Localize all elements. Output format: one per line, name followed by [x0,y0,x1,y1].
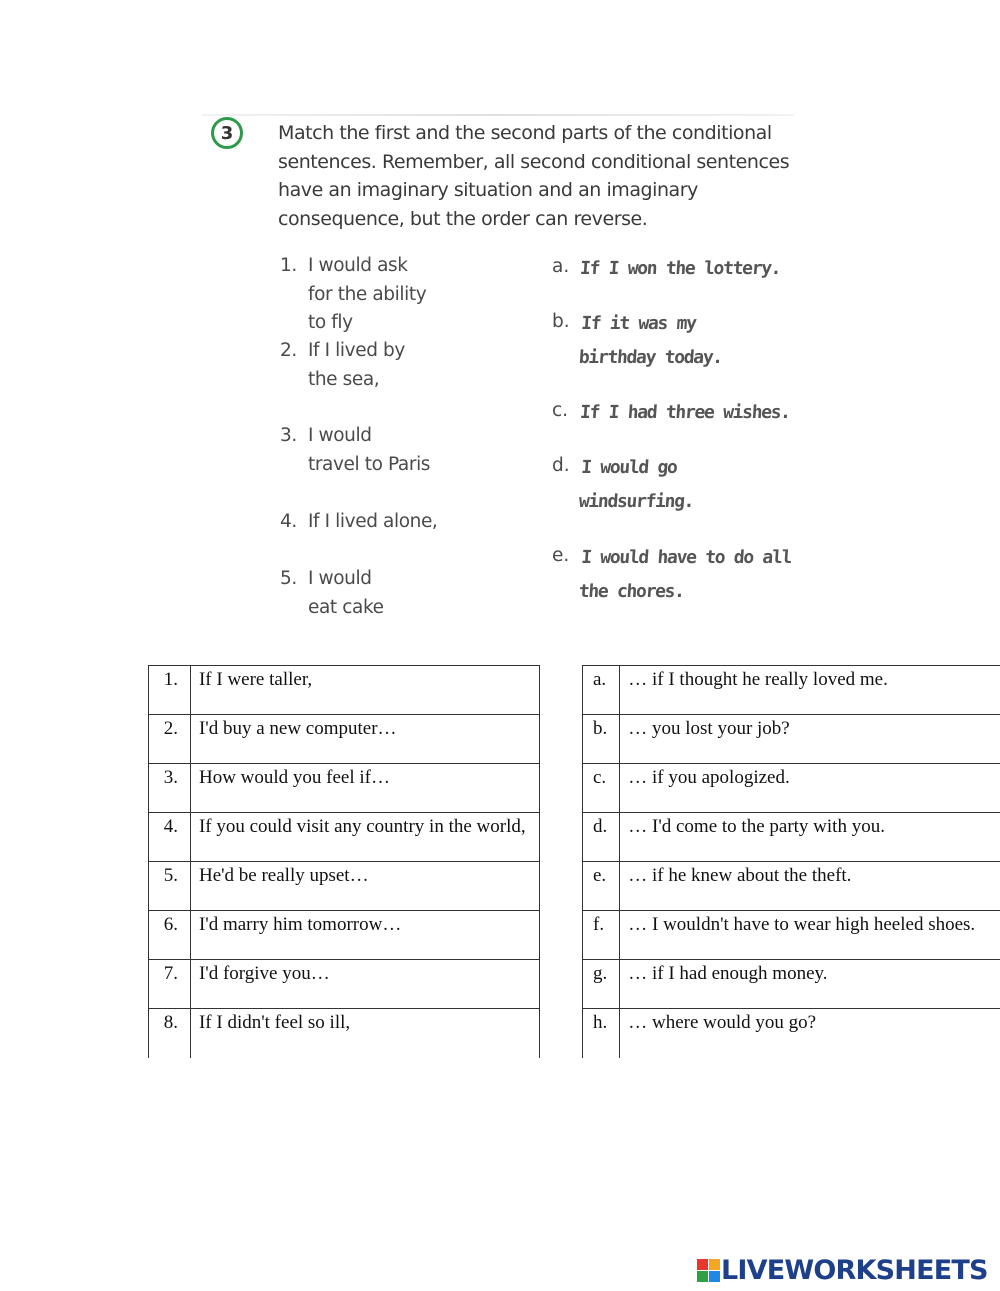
row-text: … where would you go? [620,1009,1000,1058]
item-number: 3. [280,425,297,446]
table-row [583,666,1000,715]
row-text: … if I thought he really loved me. [620,666,1000,715]
row-text: I'd forgive you… [190,960,539,1009]
table-row [149,764,540,813]
item-text: If it was my birthday today. [578,313,723,368]
item-text: I would go windsurfing. [578,457,695,512]
row-text: If you could visit any country in the world, [190,813,539,862]
item-text: I would travel to Paris [308,425,431,475]
logo-block [697,1259,708,1270]
item-text: If I had three wishes. [579,402,791,423]
row-text: … if you apologized. [620,764,1000,813]
row-text: … if he knew about the theft. [620,862,1000,911]
row-text: I'd marry him tomorrow… [190,911,539,960]
exercise-number-badge [211,117,243,149]
row-text: … if I had enough money. [620,960,1000,1009]
row-letter: d. [583,813,620,862]
item-letter: a. [552,256,570,277]
logo-text: LIVEWORKSHEETS [721,1254,988,1286]
row-text: … you lost your job? [620,715,1000,764]
row-letter: b. [583,715,620,764]
item-text: I would eat cake [308,568,384,618]
table-row [149,911,540,960]
row-number: 1. [149,666,191,715]
item-number: 5. [280,568,297,589]
row-letter: f. [583,911,620,960]
item-text: If I lived by the sea, [308,340,405,390]
logo-blocks-icon [697,1259,720,1282]
row-text: … I'd come to the party with you. [620,813,1000,862]
item-text: If I lived alone, [308,511,438,532]
row-number: 4. [149,813,191,862]
item-letter: b. [552,311,570,332]
item-number: 1. [280,255,297,276]
row-letter: h. [583,1009,620,1058]
table-row [583,862,1000,911]
row-text: How would you feel if… [190,764,539,813]
row-text: If I were taller, [190,666,539,715]
row-number: 8. [149,1009,191,1058]
item-letter: d. [552,455,570,476]
table-row [583,1009,1000,1058]
liveworksheets-logo[interactable] [697,1254,988,1286]
item-letter: c. [552,400,569,421]
first-halves-table [148,665,540,1058]
table-row [583,960,1000,1009]
table-row [149,1009,540,1058]
table-row [583,911,1000,960]
second-halves-table [582,665,1000,1058]
row-number: 5. [149,862,191,911]
row-number: 6. [149,911,191,960]
item-text: I would ask for the ability to fly [308,255,427,333]
row-letter: c. [583,764,620,813]
row-letter: a. [583,666,620,715]
exercise-number: 3 [220,122,234,144]
item-number: 2. [280,340,297,361]
logo-block [709,1271,720,1282]
row-number: 7. [149,960,191,1009]
table-row [149,960,540,1009]
row-text: … I wouldn't have to wear high heeled shoes. [620,911,1000,960]
row-letter: e. [583,862,620,911]
item-text: I would have to do all the chores. [578,547,792,602]
item-letter: e. [552,545,570,566]
table-row [149,862,540,911]
exercise-instructions: Match the first and the second parts of the conditional sentences. Remember, all second conditional sentences have an imaginary situation and an imaginary consequence, but the order can reverse. [278,122,790,230]
table-row [149,715,540,764]
table-row [583,764,1000,813]
table-row [149,666,540,715]
logo-block [697,1271,708,1282]
row-text: He'd be really upset… [190,862,539,911]
row-number: 2. [149,715,191,764]
logo-block [709,1259,720,1270]
table-row [149,813,540,862]
row-number: 3. [149,764,191,813]
item-number: 4. [280,511,297,532]
row-text: I'd buy a new computer… [190,715,539,764]
row-text: If I didn't feel so ill, [190,1009,539,1058]
item-text: If I won the lottery. [579,258,782,279]
top-divider [202,114,794,116]
row-letter: g. [583,960,620,1009]
table-row [583,813,1000,862]
table-row [583,715,1000,764]
